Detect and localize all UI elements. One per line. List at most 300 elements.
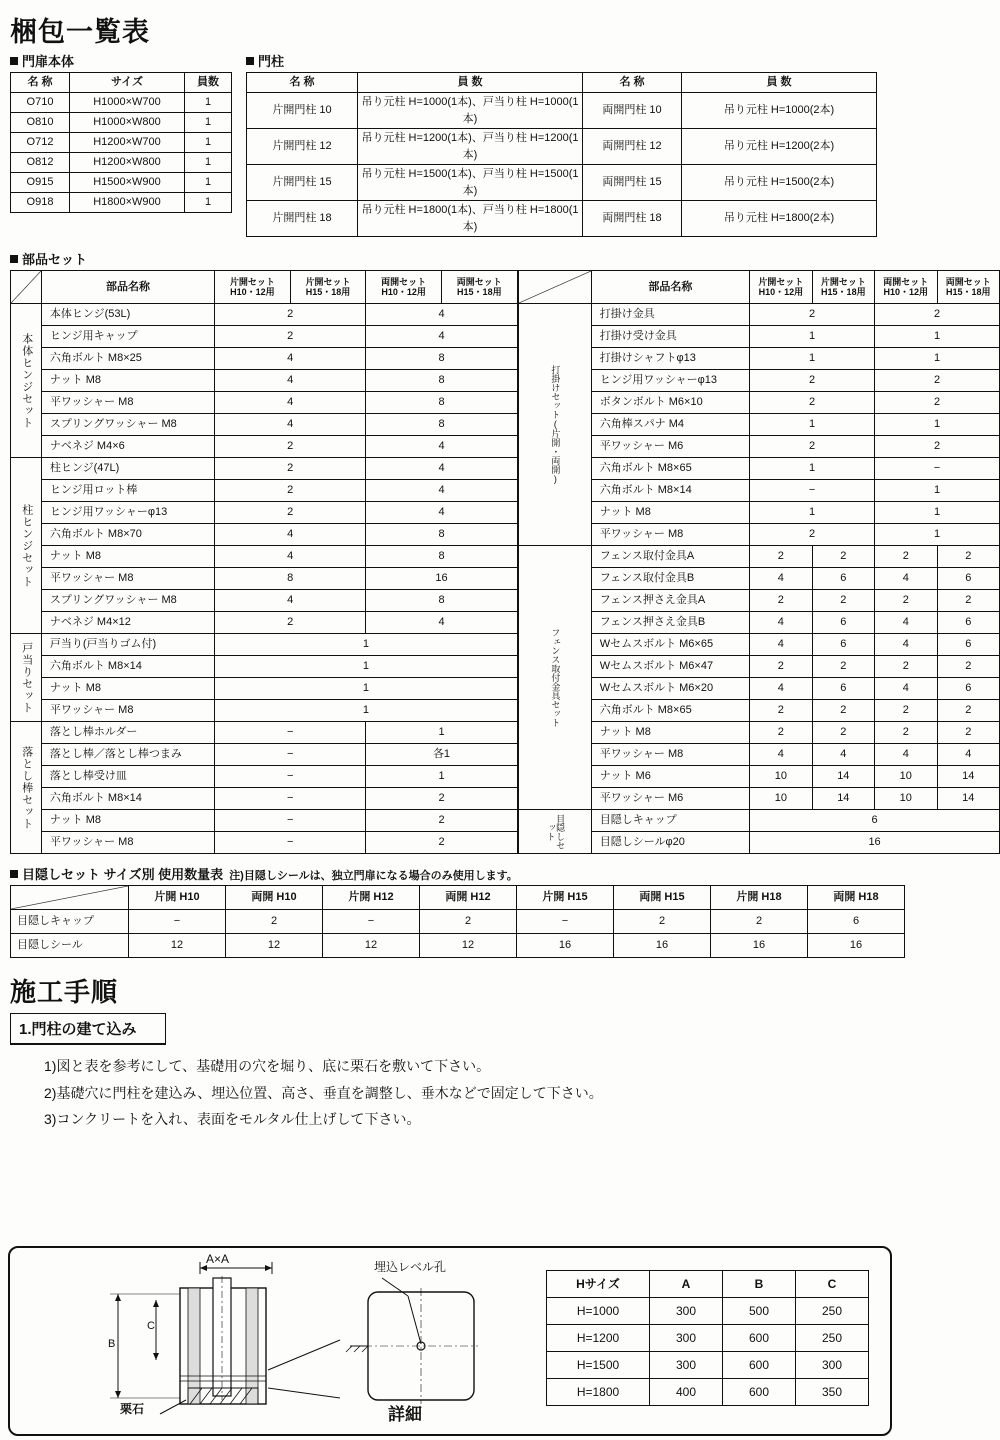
table-row — [11, 348, 518, 370]
group-label-doorstop: 戸当りセット — [11, 634, 42, 722]
cell-part-name: フェンス押さえ金具B — [591, 612, 749, 634]
cell-kata: 1 — [750, 414, 875, 436]
cell-v7: 16 — [711, 934, 808, 958]
cell-kata: 1 — [750, 502, 875, 524]
cell-kata: 4 — [215, 370, 366, 392]
cell-v4: 2 — [937, 700, 1000, 722]
parts-tables — [0, 270, 1000, 854]
cell-v2: 14 — [812, 788, 874, 810]
col-size: サイズ — [70, 73, 185, 93]
table-row — [547, 1298, 869, 1325]
cell-c: 250 — [796, 1298, 869, 1325]
bullet-square-icon — [10, 57, 18, 65]
cell-size: H1500×W900 — [70, 173, 185, 193]
cell-part-name: フェンス押さえ金具A — [591, 590, 749, 612]
col-a: A — [650, 1271, 723, 1298]
cell-part-name: ナット M8 — [41, 810, 214, 832]
cell-all: 1 — [215, 678, 518, 700]
table-row — [518, 436, 999, 458]
cell-part-name: フェンス取付金具A — [591, 546, 749, 568]
table-row — [247, 129, 877, 165]
cell-part-name: 六角ボルト M8×65 — [591, 700, 749, 722]
cell-v3: 4 — [875, 744, 937, 766]
table-row — [518, 678, 999, 700]
cell-ryo: 2 — [875, 370, 1000, 392]
mokakushi-note: 注)目隠しシールは、独立門扉になる場合のみ使用します。 — [229, 870, 518, 882]
table-row — [11, 810, 518, 832]
cell-kata: 2 — [215, 480, 366, 502]
label-axa: A×A — [206, 1252, 230, 1266]
col-kata-h1012: 片開セット H10・12用 — [215, 271, 291, 304]
cell-v3: 2 — [875, 656, 937, 678]
table-row — [11, 656, 518, 678]
cell-part-name: 本体ヒンジ(53L) — [41, 304, 214, 326]
step1-heading: 1.門柱の建て込み — [10, 1013, 166, 1045]
table-row — [547, 1352, 869, 1379]
table-row — [518, 546, 999, 568]
cell-ryo: 1 — [366, 722, 517, 744]
cell-ryo: 1 — [875, 326, 1000, 348]
cell-v1: 4 — [750, 568, 812, 590]
table-header-row — [11, 886, 905, 910]
cell-qty-2: 吊り元柱 H=1200(2本) — [682, 129, 877, 165]
cell-part-name: ヒンジ用ワッシャーφ13 — [41, 502, 214, 524]
cell-part-name: Wセムスボルト M6×65 — [591, 634, 749, 656]
cell-v2: 6 — [812, 612, 874, 634]
cell-kata: 4 — [215, 348, 366, 370]
cell-v1: 2 — [750, 656, 812, 678]
table-row — [11, 193, 232, 213]
procedure-list — [0, 1045, 1000, 1133]
col-ryo-h1012: 両開セット H10・12用 — [875, 271, 937, 304]
cell-qty-1: 吊り元柱 H=1200(1本)、戸当り柱 H=1200(1本) — [358, 129, 583, 165]
col-ryo-h1518: 両開セット H15・18用 — [441, 271, 517, 304]
cell-qty-1: 吊り元柱 H=1500(1本)、戸当り柱 H=1500(1本) — [358, 165, 583, 201]
cell-kata: 2 — [215, 304, 366, 326]
col-part-name: 部品名称 — [591, 271, 749, 304]
cell-kata: 1 — [750, 326, 875, 348]
cell-v6: 2 — [614, 910, 711, 934]
table-row — [518, 304, 999, 326]
cell-all: 1 — [215, 700, 518, 722]
cell-v4: 2 — [937, 590, 1000, 612]
table-row — [518, 370, 999, 392]
table-row — [547, 1325, 869, 1352]
table-row — [11, 326, 518, 348]
cell-part-name: 六角ボルト M8×70 — [41, 524, 214, 546]
cell-name: O712 — [11, 133, 70, 153]
cell-qty: 1 — [185, 133, 232, 153]
cell-v3: − — [323, 910, 420, 934]
cell-hsize: H=1000 — [547, 1298, 650, 1325]
cell-v2: 14 — [812, 766, 874, 788]
cell-kata: 4 — [215, 590, 366, 612]
cell-ryo: − — [875, 458, 1000, 480]
cell-kata: − — [215, 832, 366, 854]
cell-part-name: 平ワッシャー M8 — [41, 832, 214, 854]
col-h4: 両開 H12 — [420, 886, 517, 910]
cell-part-name: 平ワッシャー M6 — [591, 436, 749, 458]
cell-kata: − — [215, 744, 366, 766]
table-header-row — [518, 271, 999, 304]
procedure-step: 3)コンクリートを入れ、表面をモルタル仕上げして下さい。 — [44, 1111, 421, 1128]
cell-part-name: ナベネジ M4×12 — [41, 612, 214, 634]
cell-v3: 4 — [875, 612, 937, 634]
cell-v8: 16 — [808, 934, 905, 958]
table-row — [11, 910, 905, 934]
cell-part-name: 打掛け受け金具 — [591, 326, 749, 348]
cell-ryo: 4 — [366, 502, 517, 524]
cell-part-name: 戸当り(戸当りゴム付) — [41, 634, 214, 656]
cell-v2: 2 — [812, 546, 874, 568]
cell-part-name: ヒンジ用ロット棒 — [41, 480, 214, 502]
cell-part-name: 打掛け金具 — [591, 304, 749, 326]
cell-part-name: 平ワッシャー M8 — [41, 568, 214, 590]
col-ryo-h1012: 両開セット H10・12用 — [366, 271, 442, 304]
cell-name-2: 両開門柱 12 — [583, 129, 682, 165]
cell-v4: 6 — [937, 568, 1000, 590]
cell-v3: 2 — [875, 590, 937, 612]
cell-ryo: 4 — [366, 304, 517, 326]
cell-part-name: 打掛けシャフトφ13 — [591, 348, 749, 370]
table-row — [518, 722, 999, 744]
cell-c: 250 — [796, 1325, 869, 1352]
cell-all: 1 — [215, 656, 518, 678]
group-label-blind: 目隠しセット — [518, 810, 591, 854]
cell-part-name: 柱ヒンジ(47L) — [41, 458, 214, 480]
cell-v3: 4 — [875, 678, 937, 700]
table-row — [247, 93, 877, 129]
cell-v4: 2 — [937, 722, 1000, 744]
cell-ryo: 1 — [875, 348, 1000, 370]
cell-qty-1: 吊り元柱 H=1000(1本)、戸当り柱 H=1000(1本) — [358, 93, 583, 129]
cell-part-name: ナット M6 — [591, 766, 749, 788]
table-row — [518, 744, 999, 766]
cell-v7: 2 — [711, 910, 808, 934]
cell-kata: 2 — [215, 612, 366, 634]
cell-v6: 16 — [614, 934, 711, 958]
table-row — [11, 458, 518, 480]
cell-v2: 2 — [812, 700, 874, 722]
table-row — [518, 788, 999, 810]
cell-ryo: 4 — [366, 458, 517, 480]
cell-ryo: 4 — [366, 612, 517, 634]
cell-kata: 2 — [750, 370, 875, 392]
table-row — [518, 326, 999, 348]
cell-v1: 12 — [129, 934, 226, 958]
cell-a: 400 — [650, 1379, 723, 1406]
table-row — [518, 568, 999, 590]
cell-part-name: 平ワッシャー M8 — [591, 524, 749, 546]
cell-part-name: 平ワッシャー M8 — [591, 744, 749, 766]
cell-part-name: 目隠しシールφ20 — [591, 832, 749, 854]
cell-qty: 1 — [185, 113, 232, 133]
cell-v2: 6 — [812, 568, 874, 590]
cell-v5: 16 — [517, 934, 614, 958]
cell-ryo: 16 — [366, 568, 517, 590]
group-label-fence-bracket: フェンス取付金具セット — [518, 546, 591, 810]
cell-hsize: H=1800 — [547, 1379, 650, 1406]
cell-size: H1200×W800 — [70, 153, 185, 173]
monchu-section-label: 門柱 — [246, 51, 877, 72]
table-row — [11, 113, 232, 133]
col-name-2: 名 称 — [583, 73, 682, 93]
cell-kata: 4 — [215, 414, 366, 436]
cell-part-name: フェンス取付金具B — [591, 568, 749, 590]
cell-kata: 2 — [215, 326, 366, 348]
cell-v1: 4 — [750, 744, 812, 766]
bullet-square-icon — [246, 57, 254, 65]
col-h3: 片開 H12 — [323, 886, 420, 910]
cell-part-name: ナベネジ M4×6 — [41, 436, 214, 458]
procedure-step: 2)基礎穴に門柱を建込み、埋込位置、高さ、垂直を調整し、垂木などで固定して下さい。 — [44, 1084, 603, 1101]
cell-name-1: 片開門柱 10 — [247, 93, 358, 129]
row-label: 目隠しシール — [11, 934, 129, 958]
cell-kata: 2 — [750, 436, 875, 458]
cell-qty-2: 吊り元柱 H=1800(2本) — [682, 201, 877, 237]
cell-part-name: Wセムスボルト M6×47 — [591, 656, 749, 678]
cell-v1: 4 — [750, 678, 812, 700]
cell-all: 6 — [750, 810, 1000, 832]
cell-v4: 14 — [937, 788, 1000, 810]
cell-v4: 6 — [937, 634, 1000, 656]
cell-v3: 4 — [875, 634, 937, 656]
cell-v4: 2 — [937, 656, 1000, 678]
cell-name-1: 片開門柱 12 — [247, 129, 358, 165]
cell-part-name: ヒンジ用ワッシャーφ13 — [591, 370, 749, 392]
table-row — [518, 700, 999, 722]
col-h5: 片開 H15 — [517, 886, 614, 910]
table-row — [518, 480, 999, 502]
cell-part-name: スプリングワッシャー M8 — [41, 414, 214, 436]
group-label-post-hinge: 柱ヒンジセット — [11, 458, 42, 634]
table-row — [11, 568, 518, 590]
cell-part-name: 六角ボルト M8×14 — [591, 480, 749, 502]
table-row — [11, 634, 518, 656]
cell-v2: 6 — [812, 634, 874, 656]
table-row — [11, 370, 518, 392]
cell-kata: 1 — [750, 458, 875, 480]
cell-v3: 2 — [875, 700, 937, 722]
cell-kata: 4 — [215, 392, 366, 414]
cell-kata: − — [215, 766, 366, 788]
table-row — [247, 165, 877, 201]
col-hsize: Hサイズ — [547, 1271, 650, 1298]
cell-name: O710 — [11, 93, 70, 113]
cell-v2: 2 — [226, 910, 323, 934]
corner-cell — [518, 271, 591, 304]
cell-qty-1: 吊り元柱 H=1800(1本)、戸当り柱 H=1800(1本) — [358, 201, 583, 237]
cell-part-name: 六角ボルト M8×65 — [591, 458, 749, 480]
table-row — [11, 133, 232, 153]
col-h2: 両開 H10 — [226, 886, 323, 910]
cell-ryo: 2 — [875, 304, 1000, 326]
cell-v8: 6 — [808, 910, 905, 934]
col-kata-h1012: 片開セット H10・12用 — [750, 271, 812, 304]
cell-kata: 1 — [750, 348, 875, 370]
cell-c: 350 — [796, 1379, 869, 1406]
cell-qty: 1 — [185, 173, 232, 193]
cell-name-2: 両開門柱 15 — [583, 165, 682, 201]
cell-v1: − — [129, 910, 226, 934]
cell-ryo: 2 — [366, 832, 517, 854]
mokakushi-section-label: 目隠しセット サイズ別 使用数量表 注)目隠しシールは、独立門扉になる場合のみ使用します。 — [0, 854, 1000, 885]
cell-kata: 8 — [215, 568, 366, 590]
cell-part-name: ヒンジ用キャップ — [41, 326, 214, 348]
table-row — [518, 392, 999, 414]
cell-kata: 4 — [215, 546, 366, 568]
cell-kata: 2 — [215, 502, 366, 524]
table-row — [11, 832, 518, 854]
cell-part-name: ナット M8 — [591, 502, 749, 524]
parts-right-table — [518, 270, 1000, 854]
cell-kata: − — [215, 810, 366, 832]
cell-ryo: 4 — [366, 436, 517, 458]
cell-part-name: 平ワッシャー M8 — [41, 700, 214, 722]
table-row — [11, 788, 518, 810]
monchu-table — [246, 72, 877, 237]
col-qty: 員数 — [185, 73, 232, 93]
table-row — [518, 348, 999, 370]
cell-v2: 2 — [812, 590, 874, 612]
cell-ryo: 8 — [366, 414, 517, 436]
cell-all: 1 — [215, 634, 518, 656]
cell-v5: − — [517, 910, 614, 934]
table-row — [518, 766, 999, 788]
table-row — [11, 546, 518, 568]
cell-part-name: 六角ボルト M8×14 — [41, 788, 214, 810]
cell-qty: 1 — [185, 93, 232, 113]
col-kata-h1518: 片開セット H15・18用 — [812, 271, 874, 304]
cell-v2: 2 — [812, 722, 874, 744]
cell-qty: 1 — [185, 153, 232, 173]
cell-a: 300 — [650, 1325, 723, 1352]
cell-size: H1000×W800 — [70, 113, 185, 133]
col-part-name: 部品名称 — [41, 271, 214, 304]
cell-all: 16 — [750, 832, 1000, 854]
table-row — [518, 634, 999, 656]
cell-ryo: 1 — [366, 766, 517, 788]
table-header-row — [11, 271, 518, 304]
cell-part-name: Wセムスボルト M6×20 — [591, 678, 749, 700]
table-row — [518, 524, 999, 546]
table-row — [11, 414, 518, 436]
cell-a: 300 — [650, 1298, 723, 1325]
cell-v1: 2 — [750, 700, 812, 722]
cell-qty-2: 吊り元柱 H=1500(2本) — [682, 165, 877, 201]
cell-v2: 4 — [812, 744, 874, 766]
cell-ryo: 8 — [366, 348, 517, 370]
cell-v1: 10 — [750, 766, 812, 788]
cell-v2: 6 — [812, 678, 874, 700]
honntai-block — [10, 51, 232, 213]
table-row — [11, 678, 518, 700]
cell-kata: 2 — [750, 304, 875, 326]
table-row — [547, 1379, 869, 1406]
parts-section-label: 部品セット — [0, 237, 1000, 270]
cell-v4: 12 — [420, 934, 517, 958]
cell-part-name: 六角ボルト M8×14 — [41, 656, 214, 678]
cell-kata: 2 — [215, 436, 366, 458]
cell-ryo: 1 — [875, 502, 1000, 524]
cell-c: 300 — [796, 1352, 869, 1379]
row-label: 目隠しキャップ — [11, 910, 129, 934]
cell-part-name: 六角棒スパナ M4 — [591, 414, 749, 436]
cell-kata: 2 — [750, 392, 875, 414]
label-c: C — [147, 1320, 155, 1332]
table-header-row — [247, 73, 877, 93]
cell-part-name: ナット M8 — [591, 722, 749, 744]
cell-part-name: 落とし棒／落とし棒つまみ — [41, 744, 214, 766]
table-row — [518, 414, 999, 436]
cell-v1: 2 — [750, 722, 812, 744]
cell-ryo: 1 — [875, 524, 1000, 546]
table-row — [11, 590, 518, 612]
table-row — [11, 502, 518, 524]
cell-hsize: H=1500 — [547, 1352, 650, 1379]
honntai-section-label: 門扉本体 — [10, 51, 232, 72]
bullet-square-icon — [10, 870, 18, 878]
cell-v4: 4 — [937, 744, 1000, 766]
cell-part-name: ボタンボルト M6×10 — [591, 392, 749, 414]
cell-v4: 2 — [420, 910, 517, 934]
col-h8: 両開 H18 — [808, 886, 905, 910]
cell-b: 600 — [723, 1352, 796, 1379]
cell-v4: 6 — [937, 678, 1000, 700]
cell-part-name: ナット M8 — [41, 678, 214, 700]
size-table — [546, 1270, 869, 1406]
table-row — [11, 436, 518, 458]
bullet-square-icon — [10, 255, 18, 263]
cell-ryo: 2 — [366, 788, 517, 810]
cell-part-name: ナット M8 — [41, 370, 214, 392]
label-level-hole: 埋込レベル孔 — [374, 1260, 447, 1274]
cell-ryo: 8 — [366, 524, 517, 546]
table-row — [518, 590, 999, 612]
table-header-row — [11, 73, 232, 93]
cell-name-2: 両開門柱 10 — [583, 93, 682, 129]
table-row — [11, 173, 232, 193]
cell-v3: 10 — [875, 766, 937, 788]
top-tables-row — [0, 51, 1000, 237]
cell-part-name: 落とし棒受け皿 — [41, 766, 214, 788]
cell-name: O812 — [11, 153, 70, 173]
cell-b: 500 — [723, 1298, 796, 1325]
corner-cell — [11, 886, 129, 910]
col-b: B — [723, 1271, 796, 1298]
cell-name-1: 片開門柱 18 — [247, 201, 358, 237]
cell-part-name: ナット M8 — [41, 546, 214, 568]
cell-ryo: 8 — [366, 546, 517, 568]
table-row — [11, 153, 232, 173]
cell-part-name: 平ワッシャー M8 — [41, 392, 214, 414]
cell-v2: 12 — [226, 934, 323, 958]
label-b: B — [108, 1338, 116, 1350]
cell-part-name: 平ワッシャー M6 — [591, 788, 749, 810]
col-ryo-h1518: 両開セット H15・18用 — [937, 271, 1000, 304]
parts-left-table — [10, 270, 518, 854]
table-row — [11, 392, 518, 414]
cell-part-name: 六角ボルト M8×25 — [41, 348, 214, 370]
cell-ryo: 8 — [366, 370, 517, 392]
col-qty-1: 員 数 — [358, 73, 583, 93]
table-row — [518, 810, 999, 832]
cell-kata: − — [215, 722, 366, 744]
cell-v2: 2 — [812, 656, 874, 678]
cell-v3: 4 — [875, 568, 937, 590]
cell-v4: 14 — [937, 766, 1000, 788]
col-name: 名 称 — [11, 73, 70, 93]
